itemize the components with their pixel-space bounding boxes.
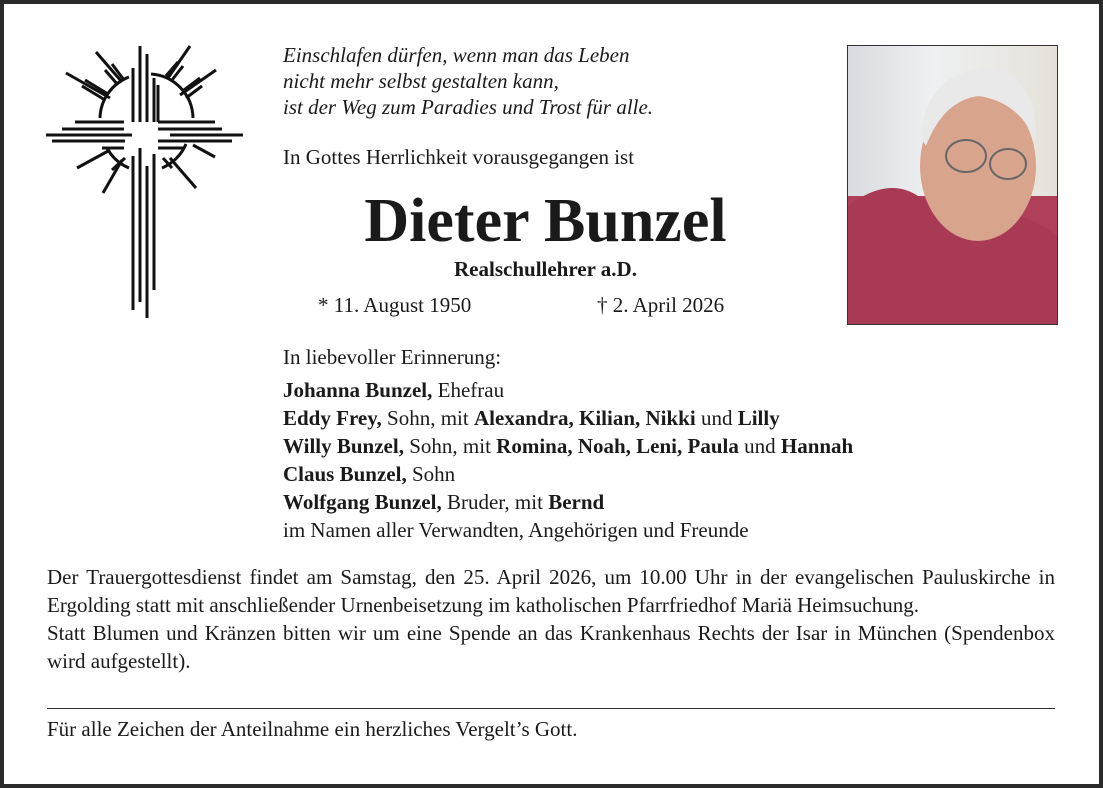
- intro-text: In Gottes Herrlichkeit vorausgegangen ist: [283, 145, 635, 169]
- family-line: [283, 404, 853, 432]
- poem-line: ist der Weg zum Paradies und Trost für alle.: [283, 95, 654, 119]
- donation-paragraph: Statt Blumen und Kränzen bitten wir um eine Spende an das Krankenhaus Rechts der Isar in München (Spendenbox wird aufgestellt).: [47, 621, 1055, 673]
- family-name: Lilly: [737, 406, 780, 430]
- divider: [47, 708, 1055, 709]
- portrait-photo: [847, 45, 1058, 325]
- deceased-name: Dieter Bunzel: [364, 187, 727, 255]
- memory-heading: In liebevoller Erinnerung:: [283, 345, 502, 369]
- family-name: Eddy Frey,: [283, 406, 382, 430]
- family-line: [283, 488, 853, 516]
- relation: Bruder, mit: [441, 490, 549, 514]
- family-line: [283, 460, 853, 488]
- family-line: im Namen aller Verwandten, Angehörigen und Freunde: [283, 518, 749, 542]
- family-name: Claus Bunzel,: [283, 462, 407, 486]
- relation: Sohn: [406, 462, 456, 486]
- relation: Ehefrau: [432, 378, 505, 402]
- family-name: Willy Bunzel,: [283, 434, 404, 458]
- poem: [283, 42, 653, 120]
- family-name: Alexandra, Kilian, Nikki: [473, 406, 696, 430]
- family-line: [283, 376, 853, 404]
- cross-sun-icon: [40, 40, 250, 320]
- birth-date: * 11. August 1950: [318, 293, 472, 317]
- service-paragraph: Der Trauergottesdienst findet am Samstag, den 25. April 2026, um 10.00 Uhr in der evangelischen Pauluskirche in Ergolding statt mit anschließender Urnenbeisetzung im katholischen Pfarrfriedhof Mariä Heimsuchung.: [47, 565, 1055, 617]
- family-name: Romina, Noah, Leni, Paula: [496, 434, 739, 458]
- family-name: Johanna Bunzel,: [283, 378, 433, 402]
- relation: und: [695, 406, 738, 430]
- service-info: [47, 563, 1055, 675]
- closing-text: Für alle Zeichen der Anteilnahme ein herzliches Vergelt’s Gott.: [47, 717, 578, 741]
- family-line: [283, 432, 853, 460]
- family-name: Wolfgang Bunzel,: [283, 490, 442, 514]
- relation: Sohn, mit: [403, 434, 497, 458]
- deceased-title: Realschullehrer a.D.: [454, 257, 637, 281]
- death-date: † 2. April 2026: [597, 293, 725, 317]
- family-name: Bernd: [548, 490, 605, 514]
- family-name: Hannah: [780, 434, 854, 458]
- relation: Sohn, mit: [381, 406, 474, 430]
- relation: und: [738, 434, 781, 458]
- poem-line: Einschlafen dürfen, wenn man das Leben: [283, 43, 630, 67]
- family-list: [283, 376, 853, 544]
- poem-line: nicht mehr selbst gestalten kann,: [283, 69, 559, 93]
